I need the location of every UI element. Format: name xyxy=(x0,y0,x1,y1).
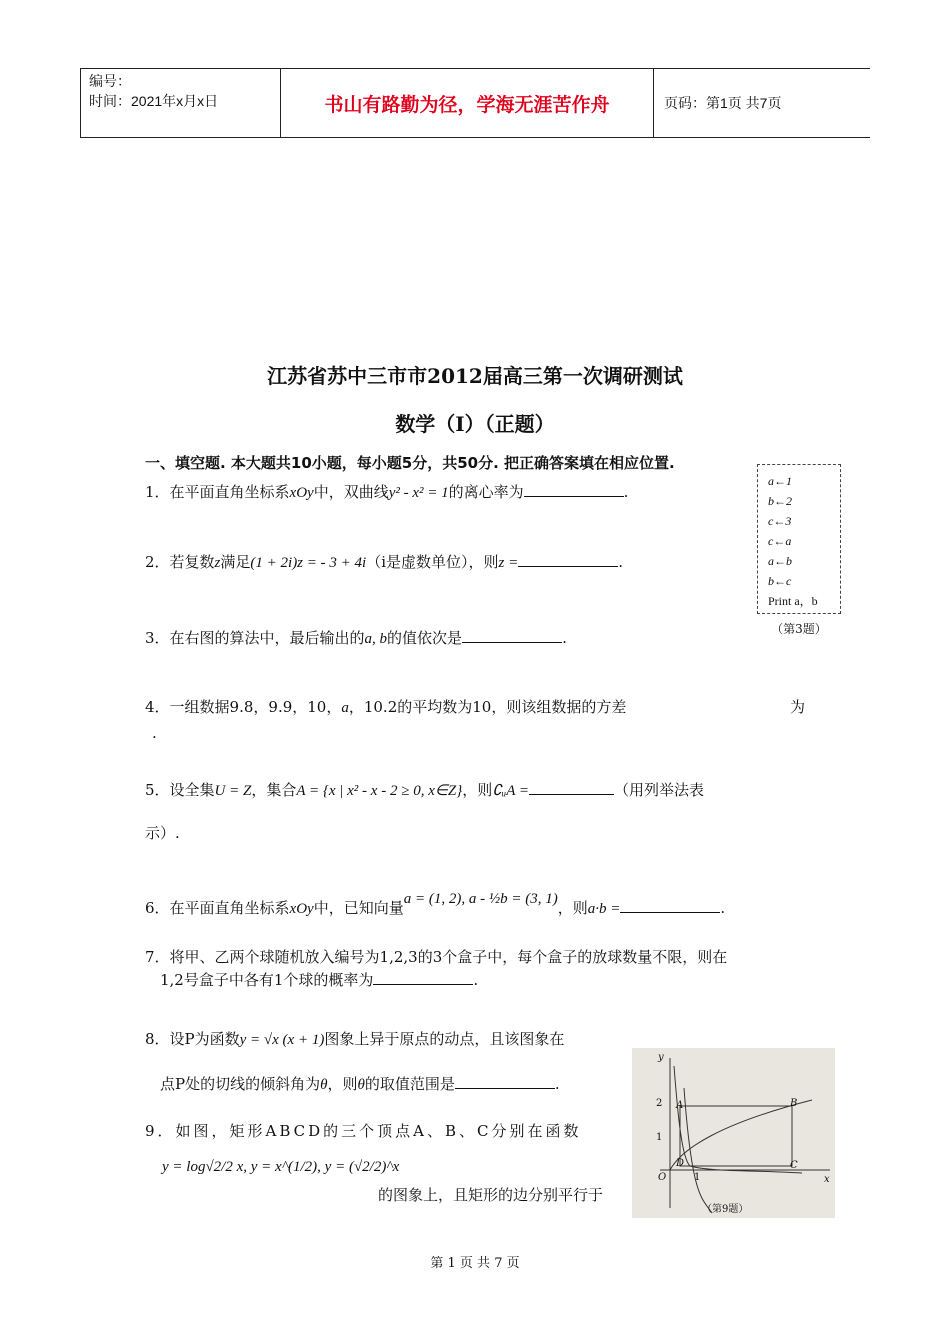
document-title: 江苏省苏中三市市2012届高三第一次调研测试 xyxy=(267,364,683,388)
question-3: 3．在右图的算法中，最后输出的a, b的值依次是 . xyxy=(145,626,567,650)
header-motto: 书山有路勤为径，学海无涯苦作舟 xyxy=(280,69,654,137)
figure-3-caption: （第3题） xyxy=(771,622,827,636)
header-page-info: 页码：第1页 共7页 xyxy=(664,95,782,111)
question-9: 9．如图，矩形ABCD的三个顶点A、B、C分别在函数 xyxy=(145,1122,582,1140)
question-4: 4．一组数据9.8，9.9，10，a，10.2的平均数为10，则该组数据的方差 为 xyxy=(145,698,805,716)
document-subtitle: 数学（I）（正题） xyxy=(395,412,555,436)
question-6: 6．在平面直角坐标系xOy中，已知向量a = (1, 2), a - ½b = (3, 1)，则a·b = . xyxy=(145,891,726,917)
question-5: 5．设全集U = Z，集合A = {x | x² - x - 2 ≥ 0, x∈Z}，则∁ᵤA = （用列举法表 xyxy=(145,778,704,802)
answer-blank xyxy=(620,896,720,913)
time-label: 时间：2021年x月x日 xyxy=(89,93,219,109)
answer-blank xyxy=(373,968,473,985)
algorithm-box: a←1 b←2 c←3 c←a a←b b←c Print a，b xyxy=(757,464,841,614)
question-1: 1．在平面直角坐标系xOy中，双曲线y² - x² = 1的离心率为 . xyxy=(145,480,628,504)
section-heading: 一、填空题. 本大题共10小题，每小题5分，共50分. 把正确答案填在相应位置. xyxy=(145,454,675,472)
header-meta xyxy=(80,69,280,137)
question-2: 2．若复数z满足(1 + 2i)z = - 3 + 4i（i是虚数单位），则z = . xyxy=(145,550,623,574)
question-8: 8．设P为函数y = √x (x + 1)图象上异于原点的动点，且该图象在 xyxy=(145,1030,565,1048)
answer-blank xyxy=(524,480,624,497)
answer-blank xyxy=(462,626,562,643)
page-footer: 第 1 页 共 7 页 xyxy=(430,1256,520,1271)
question-7: 7．将甲、乙两个球随机放入编号为1,2,3的3个盒子中，每个盒子的放球数量不限，则在 1,2号盒子中各有1个球的概率为 . xyxy=(145,948,728,989)
answer-blank xyxy=(455,1072,555,1089)
answer-blank xyxy=(529,778,614,795)
page-header xyxy=(80,68,870,138)
figure-9-caption: （第9题） xyxy=(702,1204,749,1215)
number-label: 编号： xyxy=(89,73,131,89)
figure-9: y x O 1 1 2 A B C D （第9题） xyxy=(632,1048,835,1218)
answer-blank xyxy=(518,550,618,567)
